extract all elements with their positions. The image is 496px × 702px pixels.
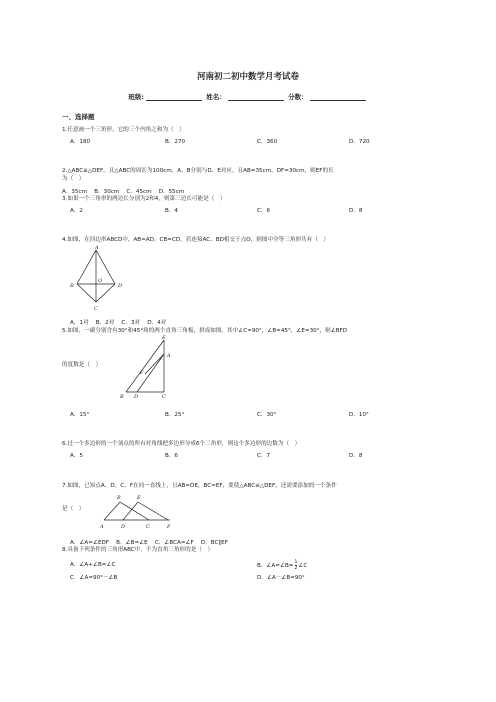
option-a: A．5 (70, 453, 83, 459)
question-text: 如果一个三角形的两边长分别为2和4，则第三边长可能是（ ） (67, 196, 226, 202)
question-text-cont: 为（ ） (62, 176, 85, 182)
question-number: 6. (62, 441, 68, 447)
question-number: 4. (62, 237, 68, 243)
question-text: 具备下列条件的三角形ABC中，不为直角三角形的是（ ） (67, 547, 214, 553)
question-8 (62, 547, 213, 554)
option-a: A．∠A=∠EDF (70, 540, 110, 546)
triangle-figure (118, 334, 178, 400)
options-row (70, 318, 166, 326)
option-a: A．180 (70, 139, 91, 145)
question-text: △ABC≌△DEF，且△ABC的周长为100cm，A、B分别与D、E对应，且AB=35cm，DF=30cm，则EF的长 (67, 168, 334, 174)
option-a: A．35cm (62, 189, 88, 195)
name-label: 姓名： (206, 93, 226, 101)
class-blank (146, 93, 202, 101)
question-text: 如图，在四边形ABCD中，AB=AD，CB=CD，若连接AC、BD相交于点O，则图中全等三角形共有（ ） (67, 237, 330, 243)
label-f: F (140, 370, 144, 376)
label-c: C (146, 524, 150, 530)
option-a: A．15° (70, 412, 90, 418)
question-text-cont: 的度数是（ ） (62, 362, 102, 368)
option-c: C．45cm (126, 189, 152, 195)
option-d: D．8 (349, 453, 363, 459)
option-d: D．BC∥EF (200, 540, 228, 546)
question-2 (62, 168, 334, 175)
line-triangles-figure (98, 490, 178, 530)
option-c: C．360 (257, 139, 278, 145)
option-d: D．4对 (147, 320, 167, 326)
label-b: B (120, 394, 124, 400)
question-7 (62, 483, 337, 490)
label-d: D (134, 394, 139, 400)
label-b: B (117, 495, 121, 501)
label-e: E (162, 335, 166, 341)
question-text: 过一个多边形的一个顶点的所有对角线把多边形分成6个三角形，则这个多边形的边数为（ ） (67, 441, 301, 447)
option-a: A．∠A+∠B=∠C (70, 562, 116, 568)
question-text: 如图，已知点A、D、C、F在同一直线上，且AB=DE，BC=EF，要使△ABC≌△DEF，还需要添加的一个条件 (67, 483, 337, 489)
section-title: 一、选择题 (62, 113, 95, 121)
option-b: B．2对 (95, 320, 115, 326)
fraction-tail: ∠C (298, 563, 308, 569)
option-b: B．∠B=∠E (116, 540, 148, 546)
name-blank (228, 93, 284, 101)
question-number: 8. (62, 547, 68, 553)
question-number: 2. (62, 168, 68, 174)
page-title: 河南初二初中数学月考试卷 (196, 72, 299, 82)
score-label: 分数： (288, 93, 308, 101)
option-b-text: B．∠A=∠B= (257, 563, 294, 569)
option-d: D．∠A－∠B=90° (257, 575, 305, 581)
option-c: C．30° (257, 412, 277, 418)
label-d: D (121, 524, 126, 530)
question-text: 任意画一个三角形，它的三个内角之和为（ ） (67, 127, 185, 133)
question-number: 3. (62, 196, 68, 202)
question-text-cont: 是（ ） (62, 506, 85, 512)
fraction-denominator: 2 (294, 566, 298, 571)
label-b: B (70, 283, 74, 289)
question-1 (62, 127, 185, 134)
options-row (62, 187, 184, 195)
option-b: B．270 (165, 139, 186, 145)
question-text: 如图，一副分别含有30°和45°角的两个直角三角板，拼成如图，其中∠C=90°，∠B=45°，∠E=30°，则∠BFD (67, 328, 348, 334)
options-row (70, 538, 228, 546)
option-c: C．∠BCA=∠F (154, 540, 194, 546)
option-c: C．∠A=90°－∠B (70, 575, 118, 581)
student-info-line (0, 92, 496, 101)
question-number: 5. (62, 328, 68, 334)
option-d: D．720 (349, 139, 370, 145)
label-c: C (162, 394, 166, 400)
label-a: A (95, 245, 99, 251)
question-4 (62, 237, 329, 244)
option-b: B．4 (165, 208, 178, 214)
fraction (295, 560, 298, 571)
option-d: D．55cm (158, 189, 185, 195)
option-b (257, 560, 307, 571)
option-c: C．7 (257, 453, 271, 459)
kite-figure (64, 244, 134, 314)
question-3 (62, 196, 226, 203)
question-number: 7. (62, 483, 68, 489)
label-c: C (94, 306, 98, 312)
label-f: F (167, 524, 171, 530)
score-blank (310, 93, 366, 101)
class-label: 班级: (128, 93, 145, 101)
option-b: B．6 (165, 453, 178, 459)
fraction-numerator: 1 (294, 560, 298, 565)
option-d: D．10° (349, 412, 369, 418)
label-e: E (137, 495, 141, 501)
label-o: O (98, 278, 103, 284)
option-c: C．3对 (121, 320, 141, 326)
question-6 (62, 441, 300, 448)
option-b: B．25° (165, 412, 185, 418)
label-a: A (100, 524, 104, 530)
option-a: A．1对 (70, 320, 89, 326)
label-a: A (167, 353, 171, 359)
question-number: 1. (62, 127, 68, 133)
option-c: C．6 (257, 208, 271, 214)
question-5 (62, 328, 347, 335)
option-b: B．30cm (94, 189, 120, 195)
option-a: A．2 (70, 208, 83, 214)
option-d: D．8 (349, 208, 363, 214)
label-d: D (118, 283, 123, 289)
